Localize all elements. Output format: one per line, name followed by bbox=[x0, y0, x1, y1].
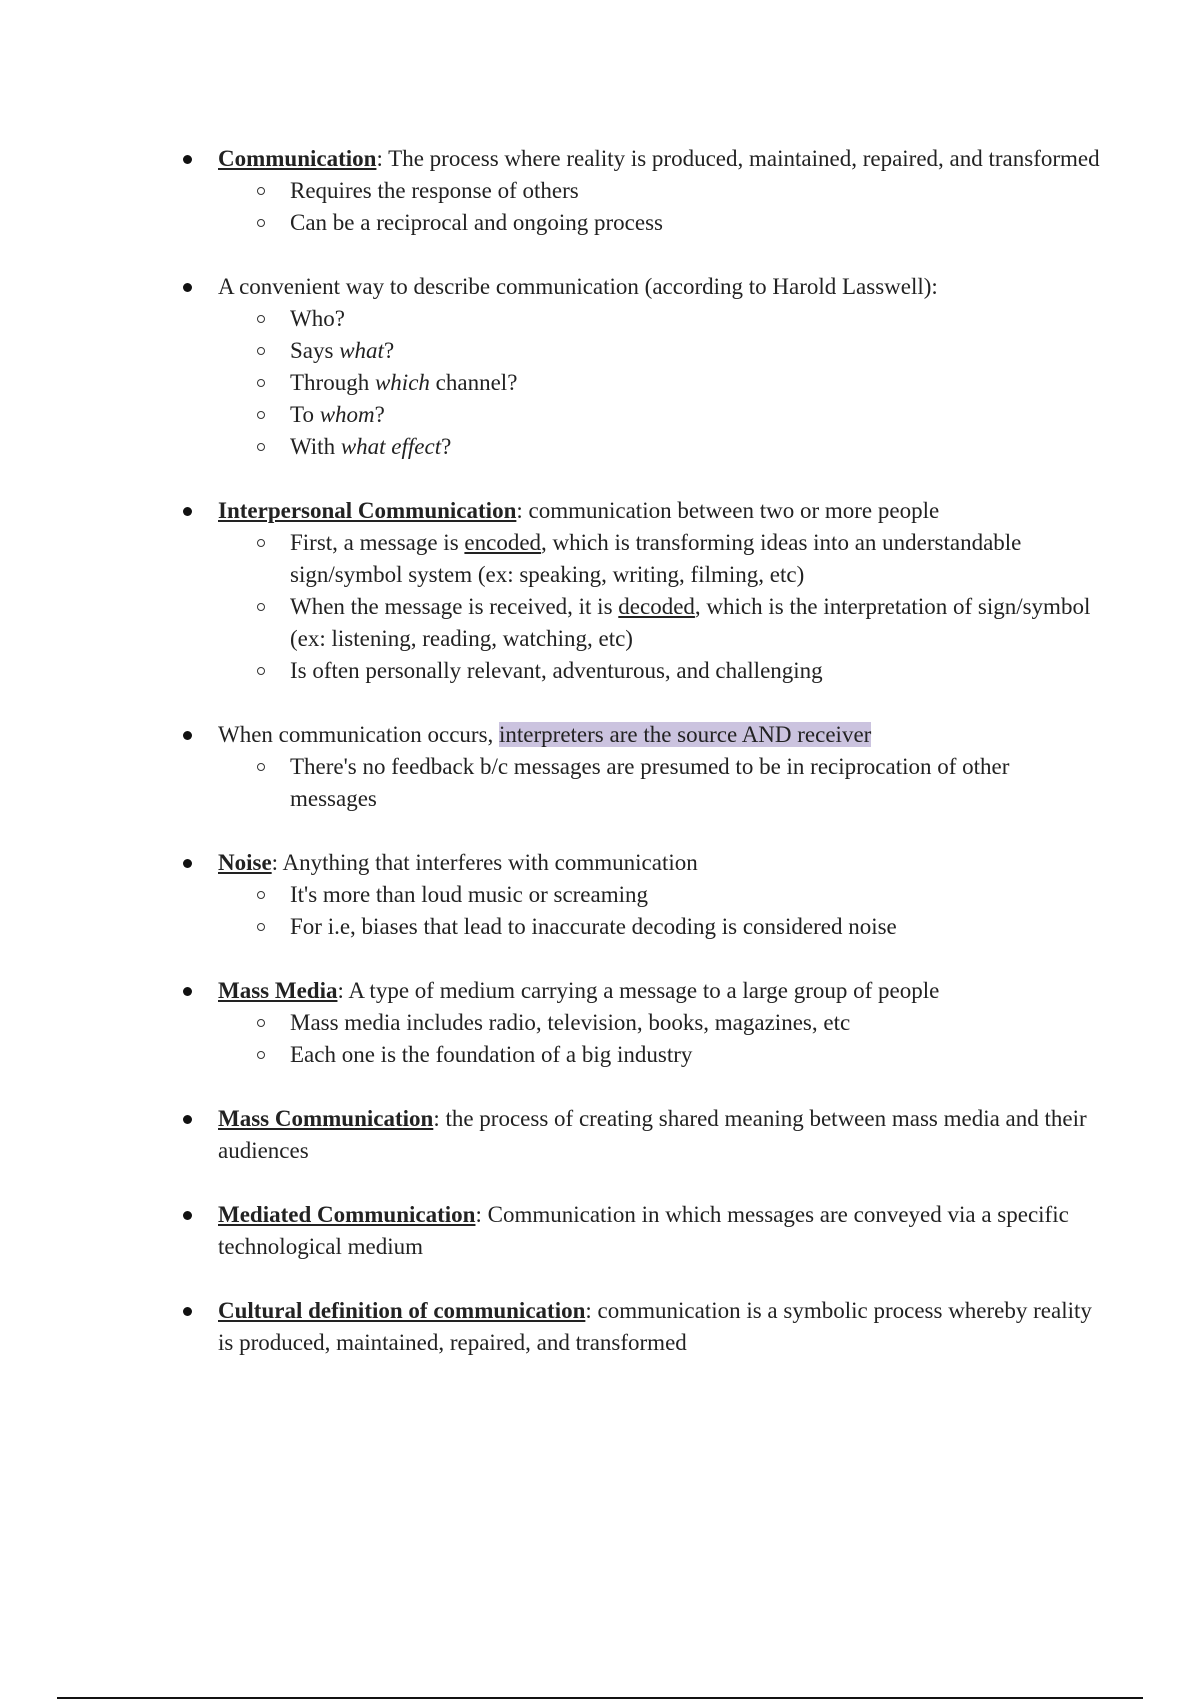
definition-mediated-communication: : Communication in which messages are conveyed via a specific technological medium bbox=[218, 1202, 1069, 1259]
spacer bbox=[180, 1167, 1100, 1199]
definition-noise: : Anything that interferes with communication bbox=[271, 850, 698, 875]
spacer bbox=[180, 463, 1100, 495]
list-item-mass-communication bbox=[180, 1103, 1100, 1167]
sublist bbox=[218, 1007, 1100, 1071]
definition-interpersonal: : communication between two or more people bbox=[516, 498, 940, 523]
list-item-mass-media bbox=[180, 975, 1100, 1071]
definition-communication: : The process where reality is produced, maintained, repaired, and transformed bbox=[376, 146, 1100, 171]
sublist bbox=[218, 175, 1100, 239]
list-item-cultural-definition bbox=[180, 1295, 1100, 1359]
lasswell-intro: A convenient way to describe communication (according to Harold Lasswell): bbox=[218, 274, 938, 299]
term-mass-communication: Mass Communication bbox=[218, 1106, 434, 1131]
sub-item: It's more than loud music or screaming bbox=[218, 879, 1100, 911]
term-mediated-communication: Mediated Communication bbox=[218, 1202, 476, 1227]
spacer bbox=[180, 239, 1100, 271]
sub-item: Says what? bbox=[218, 335, 1100, 367]
list-item-communication bbox=[180, 143, 1100, 239]
spacer bbox=[180, 815, 1100, 847]
spacer bbox=[180, 943, 1100, 975]
sublist bbox=[218, 879, 1100, 943]
spacer bbox=[180, 687, 1100, 719]
term-cultural-definition: Cultural definition of communication bbox=[218, 1298, 586, 1323]
sub-item: First, a message is encoded, which is transforming ideas into an understandable sign/symbol system (ex: speaking, writing, filming, etc) bbox=[218, 527, 1100, 591]
term-communication: Communication bbox=[218, 146, 377, 171]
sublist bbox=[218, 303, 1100, 463]
term-noise: Noise bbox=[218, 850, 272, 875]
list-item-noise bbox=[180, 847, 1100, 943]
term-interpersonal: Interpersonal Communication bbox=[218, 498, 517, 523]
spacer bbox=[180, 1263, 1100, 1295]
list-item-interpersonal bbox=[180, 495, 1100, 687]
sub-item: When the message is received, it is decoded, which is the interpretation of sign/symbol (ex: listening, reading, watching, etc) bbox=[218, 591, 1100, 655]
sub-item: Is often personally relevant, adventurous, and challenging bbox=[218, 655, 1100, 687]
sub-item: Through which channel? bbox=[218, 367, 1100, 399]
highlighted-text: interpreters are the source AND receiver bbox=[499, 722, 872, 747]
definition-mass-media: : A type of medium carrying a message to a large group of people bbox=[337, 978, 940, 1003]
list-item-mediated-communication bbox=[180, 1199, 1100, 1263]
sub-item: There's no feedback b/c messages are presumed to be in reciprocation of other messages bbox=[218, 751, 1100, 815]
sub-item: For i.e, biases that lead to inaccurate decoding is considered noise bbox=[218, 911, 1100, 943]
sub-item: Requires the response of others bbox=[218, 175, 1100, 207]
list-item-lasswell bbox=[180, 271, 1100, 463]
bottom-rule bbox=[57, 1697, 1143, 1699]
definition-mass-communication: : the process of creating shared meaning between mass media and their audiences bbox=[218, 1106, 1087, 1163]
sub-item: Who? bbox=[218, 303, 1100, 335]
sub-item: Can be a reciprocal and ongoing process bbox=[218, 207, 1100, 239]
spacer bbox=[180, 1071, 1100, 1103]
notes-list bbox=[180, 143, 1100, 1359]
sub-item: Mass media includes radio, television, books, magazines, etc bbox=[218, 1007, 1100, 1039]
sublist bbox=[218, 527, 1100, 687]
definition-cultural: : communication is a symbolic process whereby reality is produced, maintained, repaired, and transformed bbox=[218, 1298, 1092, 1355]
sub-item: Each one is the foundation of a big industry bbox=[218, 1039, 1100, 1071]
list-item-interpreters: When communication occurs, interpreters are the source AND receiver There's no feedback b/c messages are presumed to be in reciprocation of other messages bbox=[180, 719, 1100, 815]
sub-item: To whom? bbox=[218, 399, 1100, 431]
term-mass-media: Mass Media bbox=[218, 978, 338, 1003]
sub-item: With what effect? bbox=[218, 431, 1100, 463]
sublist bbox=[218, 751, 1100, 815]
